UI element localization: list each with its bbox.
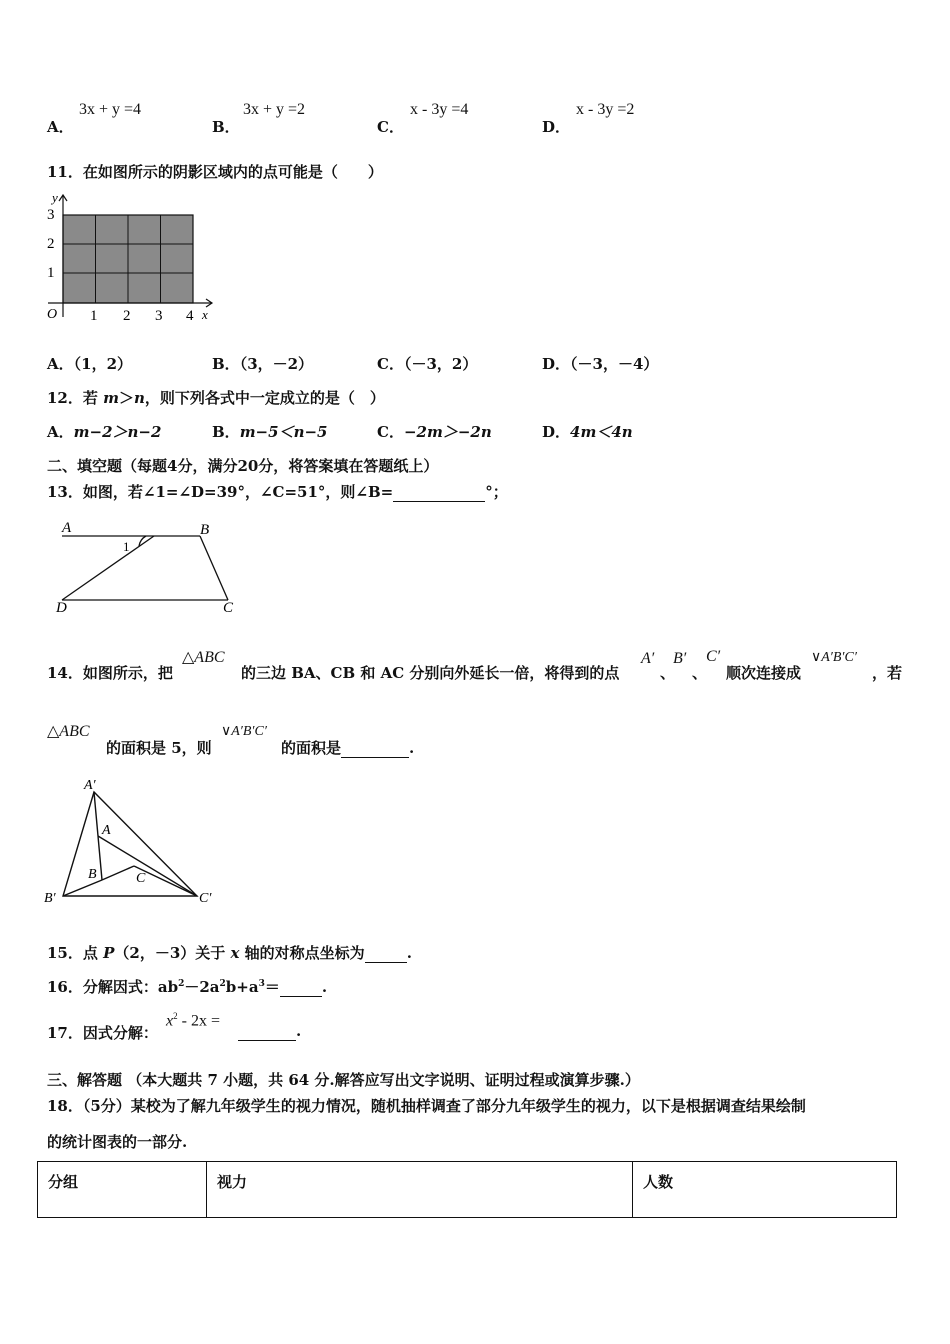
q10-option-c-expr: x - 3y =4 (410, 101, 469, 118)
q12-stem: 12．若 m＞n，则下列各式中一定成立的是（ ） (47, 389, 385, 407)
q11-option-c: C．（－3，2） (377, 355, 478, 373)
q12-option-d: D．4m＜4n (542, 423, 633, 441)
q16-stem: 16．分解因式：$ab^2-2a^2b+a^3=$ . (47, 978, 328, 996)
q14-text-2: 的三边 BA、CB 和 AC 分别向外延长一倍，将得到的点 (241, 664, 620, 682)
q14-text-5: 的面积是 5，则 (106, 739, 212, 757)
label-C-prime: C′ (199, 891, 212, 906)
label-A: A (62, 520, 72, 536)
q11-option-d: D．（－3，－4） (542, 355, 659, 373)
x-tick-4: 4 (186, 308, 194, 324)
q17-stem: 17．因式分解： (47, 1024, 158, 1042)
q11-figure (42, 185, 222, 325)
q18-text-line-2: 的统计图表的一部分. (47, 1133, 188, 1151)
x-tick-2: 2 (123, 308, 131, 324)
q14-sep-1: 、 (660, 664, 676, 682)
q10-option-b: B． (212, 118, 240, 136)
q12-option-a: A．m−2＞n−2 (47, 423, 162, 441)
q10-option-a-expr: 3x + y =4 (79, 101, 142, 118)
q14-point-b1: B′ (673, 650, 687, 667)
header-count: 人数 (633, 1162, 897, 1218)
table-header-row (38, 1162, 897, 1218)
q14-text-4: ，若 (872, 664, 903, 682)
q11-stem: 11．在如图所示的阴影区域内的点可能是（ ） (47, 163, 383, 181)
header-group: 分组 (38, 1162, 207, 1218)
q17-answer: . (238, 1022, 301, 1041)
label-B-prime: B′ (44, 891, 56, 906)
q12-option-b: B．m−5＜n−5 (212, 423, 328, 441)
q14-figure (40, 772, 230, 910)
q10-option-b-expr: 3x + y =2 (243, 101, 306, 118)
q17-answer-blank[interactable] (238, 1022, 296, 1041)
q14-point-a1: A′ (641, 650, 655, 667)
q11-option-a: A．（1，2） (47, 355, 133, 373)
section-3-heading: 三、解答题 （本大题共 7 小题，共 64 分.解答应写出文字说明、证明过程或演算步骤.） (47, 1071, 640, 1089)
q14-text-1: 14．如图所示，把 (47, 664, 173, 682)
angle-1-label: 1 (123, 539, 130, 554)
q14-triangle-abc-2: △ABC (47, 723, 90, 740)
q17-expression: $x^2 - 2x$ = (166, 1011, 220, 1030)
q14-triangle-prime-2: ∨A′B′C′ (221, 724, 267, 739)
y-axis-label: y (52, 190, 58, 205)
origin-label: O (47, 307, 58, 322)
x-tick-3: 3 (155, 308, 163, 324)
q10-option-a: A． (47, 118, 74, 136)
q11-option-b: B．（3，－2） (212, 355, 314, 373)
q15-stem: 15．点 P（2，－3）关于 x 轴的对称点坐标为 . (47, 944, 412, 962)
y-tick-3: 3 (47, 207, 55, 223)
q10-option-d: D． (542, 118, 571, 136)
q13-stem: 13．如图，若∠1=∠D=39°，∠C=51°，则∠B= °； (47, 483, 508, 501)
q14-point-c1: C′ (706, 648, 721, 665)
vision-table (37, 1161, 897, 1218)
label-C: C (136, 871, 146, 886)
q14-answer-blank[interactable] (341, 739, 409, 758)
q18-text-line-1: 18．（5分）某校为了解九年级学生的视力情况，随机抽样调查了部分九年级学生的视力，以下是根据调查结果绘制 (47, 1097, 806, 1115)
x-tick-1: 1 (90, 308, 98, 324)
section-2-heading: 二、填空题（每题4分，满分20分，将答案填在答题纸上） (47, 457, 439, 475)
q14-sep-2: 、 (692, 664, 708, 682)
q10-option-d-expr: x - 3y =2 (576, 101, 635, 118)
q14-triangle-prime: ∨A′B′C′ (811, 650, 857, 665)
q13-answer-blank[interactable] (393, 483, 485, 502)
x-axis-label: x (202, 307, 208, 322)
y-tick-2: 2 (47, 236, 55, 252)
q16-answer-blank[interactable] (280, 978, 322, 997)
q14-text-6: 的面积是 . (281, 739, 415, 757)
q14-triangle-abc: △ABC (182, 649, 225, 666)
header-vision: 视力 (207, 1162, 633, 1218)
q10-option-c: C． (377, 118, 404, 136)
label-D: D (56, 600, 67, 616)
q14-text-3: 顺次连接成 (726, 664, 802, 682)
label-B: B (88, 867, 97, 882)
q12-option-c: C．−2m＞−2n (377, 423, 492, 441)
label-A-prime: A′ (84, 778, 96, 793)
label-B: B (200, 522, 210, 538)
label-C: C (223, 600, 234, 616)
y-tick-1: 1 (47, 265, 55, 281)
q15-answer-blank[interactable] (365, 944, 407, 963)
q13-figure (50, 518, 250, 618)
label-A: A (102, 823, 111, 838)
